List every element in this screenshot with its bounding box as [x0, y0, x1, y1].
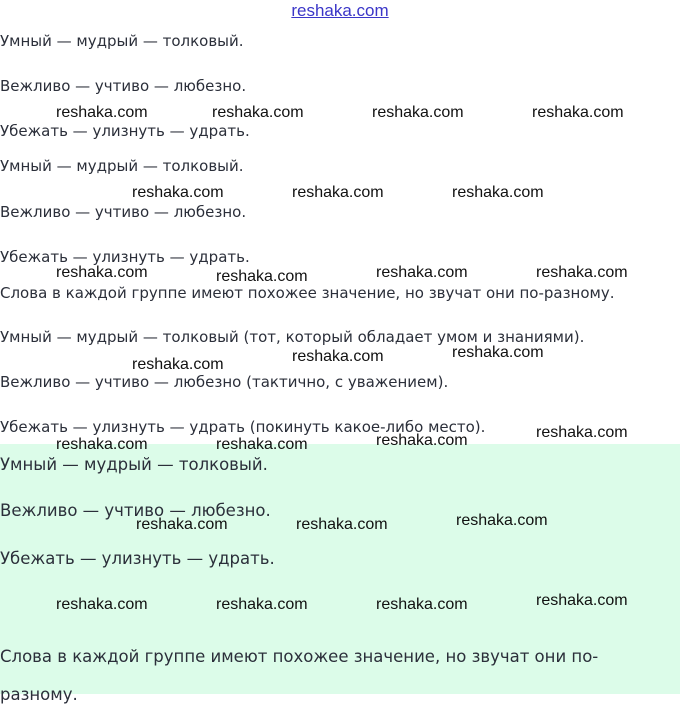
watermark-text: reshaka.com: [536, 264, 628, 281]
watermark-text: reshaka.com: [452, 344, 544, 361]
watermark-text: reshaka.com: [56, 596, 148, 613]
explanation-text: Слова в каждой группе имеют похожее значение, но звучат они по-разному.: [0, 284, 615, 302]
watermark-text: reshaka.com: [456, 512, 548, 529]
watermark-text: reshaka.com: [536, 424, 628, 441]
watermark-text: reshaka.com: [376, 264, 468, 281]
watermark-text: reshaka.com: [296, 516, 388, 533]
watermark-text: reshaka.com: [532, 104, 624, 121]
answer-explanation-continued: разному.: [0, 685, 78, 704]
text-line: Вежливо — учтиво — любезно (тактично, с уважением).: [0, 373, 449, 391]
text-line: Вежливо — учтиво — любезно.: [0, 203, 247, 221]
watermark-text: reshaka.com: [376, 432, 468, 449]
text-line: Умный — мудрый — толковый.: [0, 32, 244, 50]
watermark-text: reshaka.com: [292, 184, 384, 201]
answer-line: Вежливо — учтиво — любезно.: [0, 501, 271, 520]
answer-line: Убежать — улизнуть — удрать.: [0, 549, 275, 568]
answer-explanation: Слова в каждой группе имеют похожее значение, но звучат они по-: [0, 647, 599, 666]
text-line: Убежать — улизнуть — удрать.: [0, 122, 250, 140]
watermark-text: reshaka.com: [372, 104, 464, 121]
watermark-text: reshaka.com: [376, 596, 468, 613]
text-line: Вежливо — учтиво — любезно.: [0, 77, 247, 95]
watermark-text: reshaka.com: [536, 592, 628, 609]
watermark-text: reshaka.com: [56, 104, 148, 121]
watermark-text: reshaka.com: [216, 596, 308, 613]
watermark-text: reshaka.com: [132, 356, 224, 373]
watermark-text: reshaka.com: [56, 264, 148, 281]
watermark-text: reshaka.com: [216, 436, 308, 453]
answer-line: Умный — мудрый — толковый.: [0, 455, 268, 474]
watermark-text: reshaka.com: [212, 104, 304, 121]
text-line: Умный — мудрый — толковый (тот, который обладает умом и знаниями).: [0, 328, 585, 346]
text-line: Убежать — улизнуть — удрать (покинуть какое-либо место).: [0, 418, 486, 436]
watermark-text: reshaka.com: [136, 516, 228, 533]
watermark-text: reshaka.com: [56, 436, 148, 453]
text-line: Умный — мудрый — толковый.: [0, 157, 244, 175]
answer-box: [0, 444, 680, 704]
watermark-text: reshaka.com: [216, 268, 308, 285]
watermark-text: reshaka.com: [292, 348, 384, 365]
watermark-text: reshaka.com: [132, 184, 224, 201]
site-header-link[interactable]: reshaka.com: [291, 1, 389, 20]
text-line: Убежать — улизнуть — удрать.: [0, 248, 250, 266]
watermark-text: reshaka.com: [452, 184, 544, 201]
